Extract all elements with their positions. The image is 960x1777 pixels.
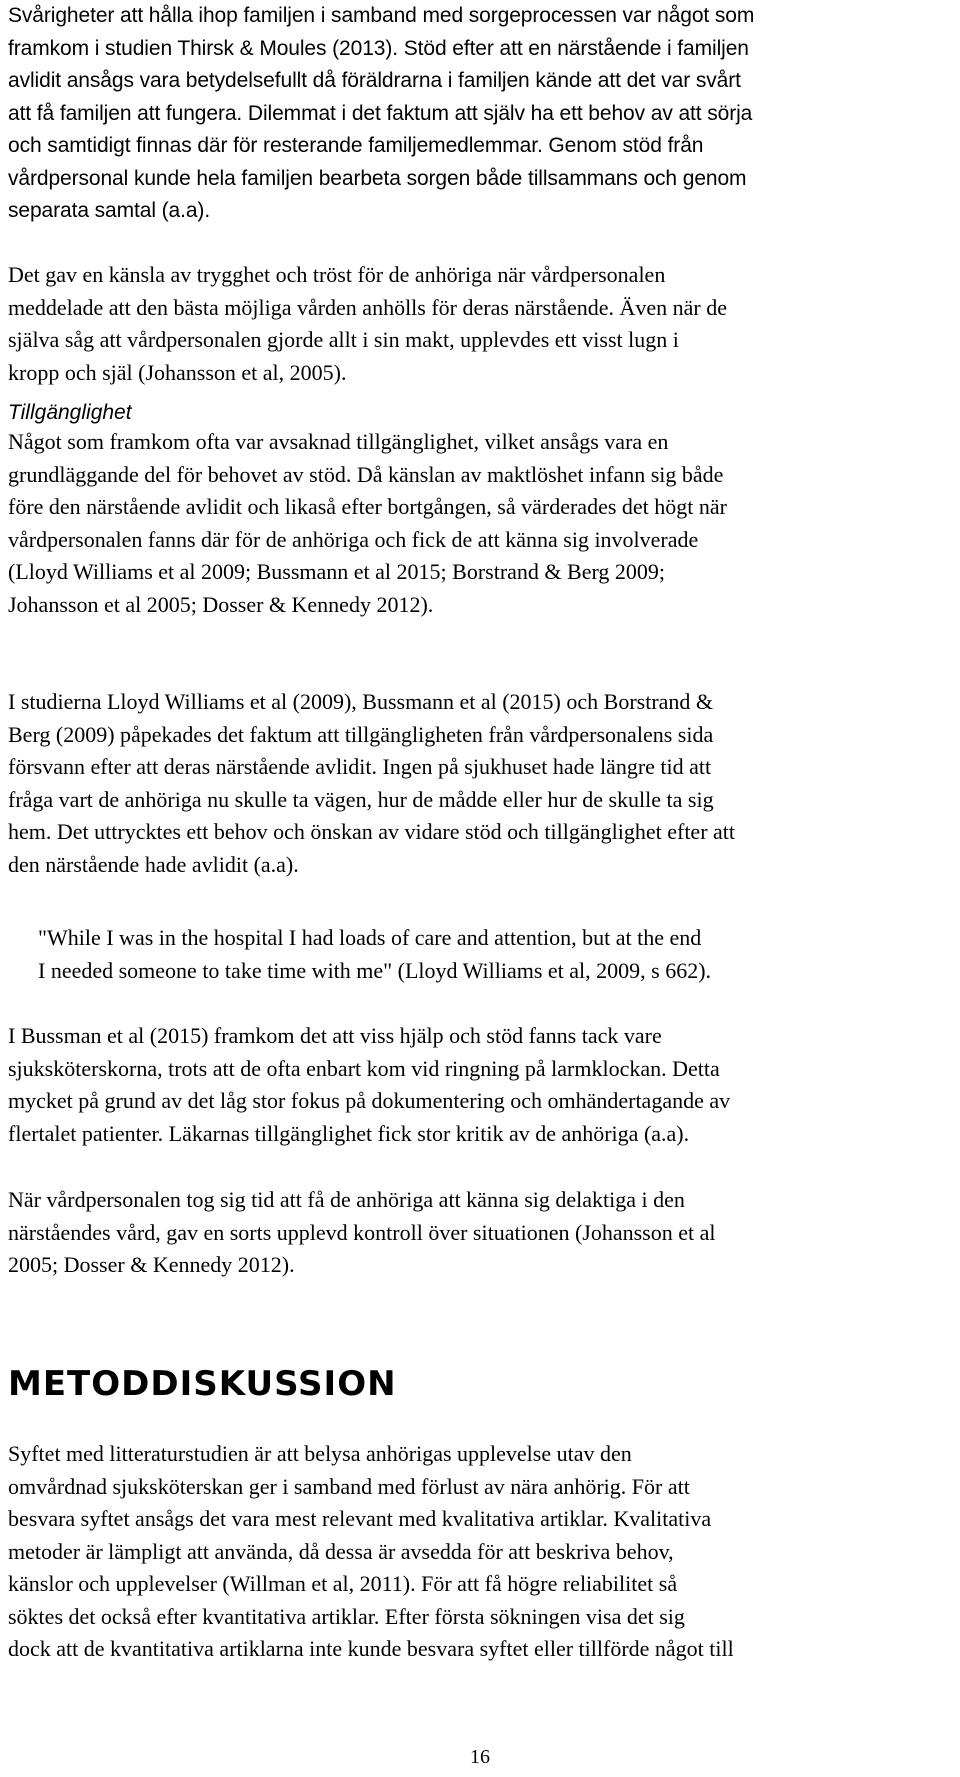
text-line: att få familjen att fungera. Dilemmat i det faktum att själv ha ett behov av att sörja — [8, 101, 753, 125]
paragraph-control — [8, 1184, 716, 1282]
text-line: Syftet med litteraturstudien är att belysa anhörigas upplevelse utav den — [8, 1441, 632, 1466]
text-line: 2005; Dosser & Kennedy 2012). — [8, 1252, 295, 1277]
text-line: I studierna Lloyd Williams et al (2009), Bussmann et al (2015) och Borstrand & — [8, 689, 714, 714]
text-line: I Bussman et al (2015) framkom det att viss hjälp och stöd fanns tack vare — [8, 1023, 662, 1048]
text-line: separata samtal (a.a). — [8, 199, 211, 222]
text-line: vårdpersonalen fanns där för de anhöriga och fick de att känna sig involverade — [8, 526, 699, 552]
paragraph-family-cohesion — [8, 0, 754, 228]
text-line: mycket på grund av det låg stor fokus på dokumentering och omhändertagande av — [8, 1088, 731, 1113]
text-line: dock att de kvantitativa artiklarna inte kunde besvara syftet eller tillförde något till — [8, 1636, 734, 1661]
text-line: Något som framkom ofta var avsaknad tillgänglighet, vilket ansågs vara en — [8, 429, 669, 454]
text-line: vårdpersonal kunde hela familjen bearbeta sorgen både tillsammans och genom — [8, 166, 747, 190]
text-line: När vårdpersonalen tog sig tid att få de anhöriga att känna sig delaktiga i den — [8, 1187, 685, 1212]
text-line: Berg (2009) påpekades det faktum att tillgängligheten från vårdpersonalens sida — [8, 721, 714, 747]
text-line: själva såg att vårdpersonalen gjorde allt i sin makt, upplevdes ett visst lugn i — [8, 327, 679, 352]
text-line: söktes det också efter kvantitativa artiklar. Efter första sökningen visa det sig — [8, 1603, 685, 1629]
text-line: Det gav en känsla av trygghet och tröst för de anhöriga när vårdpersonalen — [8, 262, 666, 287]
text-line: känslor och upplevelser (Willman et al, 2011). För att få högre reliabilitet så — [8, 1571, 678, 1596]
text-line: grundläggande del för behovet av stöd. Då känslan av maktlöshet infann sig både — [8, 461, 724, 487]
text-line: försvann efter att deras närstående avlidit. Ingen på sjukhuset hade längre tid att — [8, 754, 712, 779]
text-line: den närstående hade avlidit (a.a). — [8, 851, 299, 877]
paragraph-studies — [8, 686, 735, 881]
paragraph-method — [8, 1438, 734, 1666]
section-heading-method-discussion: METODDISKUSSION — [8, 1364, 397, 1404]
text-line: avlidit ansågs vara betydelsefullt då föräldrarna i familjen kände att det var svårt — [8, 69, 741, 92]
text-line: fråga vart de anhöriga nu skulle ta vägen, hur de mådde eller hur de skulle ta sig — [8, 786, 714, 812]
text-line: flertalet patienter. Läkarnas tillgänglighet fick stor kritik av de anhöriga (a.a). — [8, 1120, 690, 1146]
text-line: kropp och själ (Johansson et al, 2005). — [8, 359, 347, 385]
paragraph-bussman — [8, 1020, 730, 1150]
text-line: före den närstående avlidit och likaså efter bortgången, så värderades det högt när — [8, 494, 727, 519]
paragraph-security-comfort — [8, 259, 727, 389]
paragraph-availability — [8, 426, 727, 621]
subheading-availability: Tillgänglighet — [8, 401, 132, 424]
text-line: sjuksköterskorna, trots att de ofta enbart kom vid ringning på larmklockan. Detta — [8, 1055, 720, 1081]
text-line: (Lloyd Williams et al 2009; Bussmann et al 2015; Borstrand & Berg 2009; — [8, 559, 666, 584]
text-line: Svårigheter att hålla ihop familjen i samband med sorgeprocessen var något som — [8, 4, 755, 27]
text-line: närståendes vård, gav en sorts upplevd kontroll över situationen (Johansson et al — [8, 1219, 716, 1245]
page-number: 16 — [470, 1746, 490, 1768]
text-line: meddelade att den bästa möjliga vården anhölls för deras närstående. Även när de — [8, 294, 727, 320]
text-line: Johansson et al 2005; Dosser & Kennedy 2012). — [8, 591, 434, 617]
text-line: besvara syftet ansågs det vara mest relevant med kvalitativa artiklar. Kvalitativa — [8, 1506, 712, 1531]
text-line: framkom i studien Thirsk & Moules (2013). Stöd efter att en närstående i familjen — [8, 36, 749, 60]
quote-line: "While I was in the hospital I had loads of care and attention, but at the end — [38, 925, 702, 950]
block-quote — [38, 922, 711, 987]
text-line: hem. Det uttrycktes ett behov och önskan av vidare stöd och tillgänglighet efter att — [8, 819, 736, 844]
text-line: och samtidigt finnas där för resterande familjemedlemmar. Genom stöd från — [8, 134, 704, 157]
text-line: metoder är lämpligt att använda, då dessa är avsedda för att beskriva behov, — [8, 1538, 674, 1564]
text-line: omvårdnad sjuksköterskan ger i samband med förlust av nära anhörig. För att — [8, 1473, 690, 1499]
quote-line: I needed someone to take time with me" (Lloyd Williams et al, 2009, s 662). — [38, 957, 712, 983]
